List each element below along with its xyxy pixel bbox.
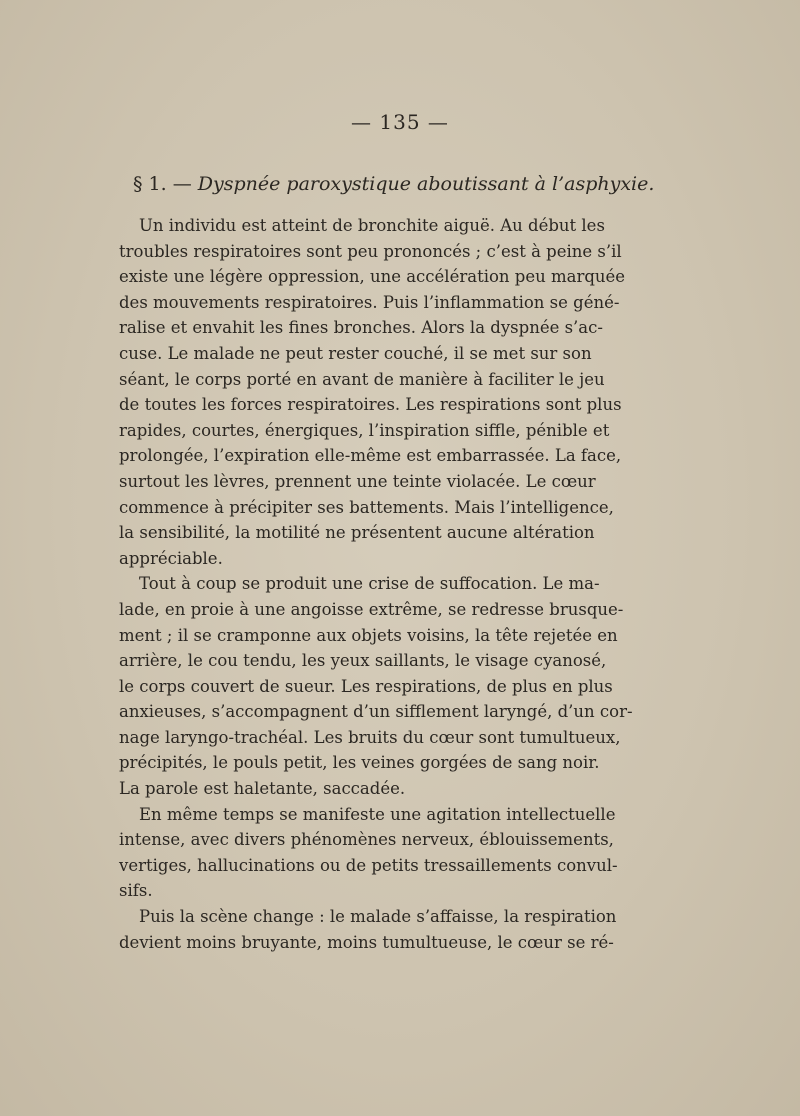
text-line: En même temps se manifeste une agitation intellectuelle	[139, 804, 616, 824]
text-line: devient moins bruyante, moins tumultueuse, le cœur se ré-	[119, 932, 614, 952]
text-line: le corps couvert de sueur. Les respirations, de plus en plus	[119, 676, 613, 696]
text-line: vertiges, hallucinations ou de petits tressaillements convul-	[119, 855, 618, 875]
text-line: cuse. Le malade ne peut rester couché, il se met sur son	[119, 343, 592, 363]
paragraph	[119, 213, 626, 571]
text-line: séant, le corps porté en avant de manière à faciliter le jeu	[119, 369, 605, 389]
text-line: de toutes les forces respiratoires. Les respirations sont plus	[119, 395, 622, 415]
section-title: Dyspnée paroxystique aboutissant à l’asphyxie.	[197, 173, 655, 195]
paragraph	[119, 802, 618, 904]
text-line: troubles respiratoires sont peu prononcés ; c’est à peine s’il	[119, 241, 622, 261]
text-line: nage laryngo-trachéal. Les bruits du cœur sont tumultueux,	[119, 727, 621, 747]
text-line: anxieuses, s’accompagnent d’un sifflement laryngé, d’un cor-	[119, 702, 633, 722]
paragraph	[119, 904, 617, 955]
text-line: ment ; il se cramponne aux objets voisins, la tête rejetée en	[119, 625, 618, 645]
text-line: ralise et envahit les fines bronches. Alors la dyspnée s’ac-	[119, 318, 603, 338]
body-text	[119, 213, 633, 955]
text-line: Tout à coup se produit une crise de suffocation. Le ma-	[139, 574, 600, 594]
page-number: — 135 —	[351, 110, 449, 134]
text-line: la sensibilité, la motilité ne présentent aucune altération	[119, 523, 595, 543]
text-line: des mouvements respiratoires. Puis l’inflammation se géné-	[119, 292, 620, 312]
text-line: existe une légère oppression, une accélération peu marquée	[119, 267, 626, 287]
text-line: La parole est haletante, saccadée.	[119, 779, 406, 799]
text-line: intense, avec divers phénomènes nerveux, éblouissements,	[119, 830, 614, 850]
section-heading	[133, 173, 693, 195]
text-line: appréciable.	[119, 548, 223, 568]
section-number: § 1. —	[133, 173, 192, 195]
text-line: sifs.	[119, 881, 153, 901]
text-line: précipités, le pouls petit, les veines gorgées de sang noir.	[119, 753, 600, 773]
paragraph	[119, 571, 633, 801]
text-line: Un individu est atteint de bronchite aiguë. Au début les	[139, 216, 605, 235]
text-line: lade, en proie à une angoisse extrême, se redresse brusque-	[119, 599, 624, 619]
text-line: commence à précipiter ses battements. Mais l’intelligence,	[119, 497, 614, 517]
text-line: rapides, courtes, énergiques, l’inspiration siffle, pénible et	[119, 420, 610, 440]
text-line: surtout les lèvres, prennent une teinte violacée. Le cœur	[119, 471, 596, 491]
text-line: Puis la scène change : le malade s’affaisse, la respiration	[139, 907, 617, 927]
text-line: prolongée, l’expiration elle-même est embarrassée. La face,	[119, 446, 622, 466]
text-line: arrière, le cou tendu, les yeux saillants, le visage cyanosé,	[119, 651, 607, 671]
